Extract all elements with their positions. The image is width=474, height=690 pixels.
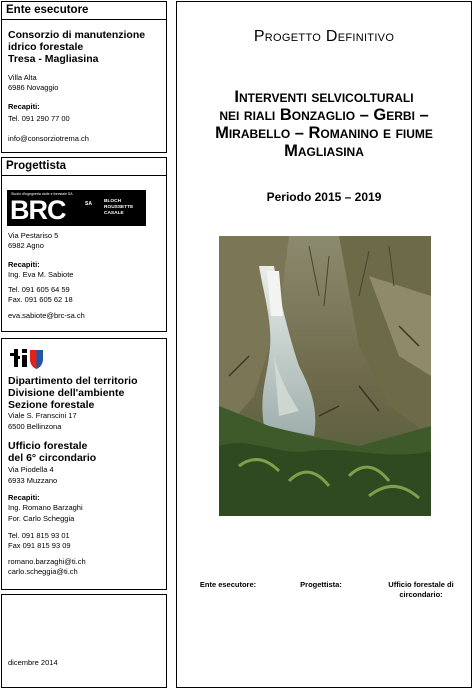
brc-logo-names: BLOCH ROUSSETTE CASALE — [104, 199, 134, 216]
ente-address-line1: Villa Alta — [8, 73, 37, 82]
ufficio-email2: carlo.scheggia@ti.ch — [8, 567, 78, 576]
main-title-line3: Mirabello – Romanino e fiume — [215, 124, 433, 142]
progettista-recapiti-label: Recapiti: — [8, 260, 40, 269]
cover-box — [176, 1, 472, 688]
progettista-contact: Ing. Eva M. Sabiote — [8, 270, 74, 279]
main-title-line2: nei riali Bonzaglio – Gerbi – — [219, 106, 429, 124]
ufficio-email1: romano.barzaghi@ti.ch — [8, 557, 86, 566]
progettista-fax: Fax. 091 605 62 18 — [8, 295, 73, 304]
ufficio-line2: del 6° circondario — [8, 452, 97, 464]
progettista-address-line1: Via Pestariso 5 — [8, 231, 59, 240]
period: Periodo 2015 – 2019 — [266, 190, 382, 204]
ufficio-address-line2: 6933 Muzzano — [8, 476, 58, 485]
ente-email: info@consorziotrema.ch — [8, 134, 89, 143]
dipartimento-box — [1, 338, 167, 590]
ufficio-line1: Ufficio forestale — [8, 440, 88, 452]
brc-logo-sa: SA — [85, 201, 92, 207]
dipartimento-line2: Divisione dell'ambiente — [8, 387, 125, 399]
progettista-address-line2: 6982 Agno — [8, 241, 44, 250]
signature-ufficio-label: Ufficio forestale di circondario: — [388, 580, 454, 599]
dipartimento-address-line2: 6500 Bellinzona — [8, 422, 62, 431]
ufficio-contact1: Ing. Romano Barzaghi — [8, 503, 83, 512]
brc-logo-letters: BRC — [10, 195, 66, 225]
ufficio-fax: Fax 091 815 93 09 — [8, 541, 71, 550]
ufficio-contact2: For. Carlo Scheggia — [8, 514, 75, 523]
document-main-title — [177, 88, 471, 160]
main-title-line1: Interventi selvicolturali — [234, 88, 414, 106]
progettista-email: eva.sabiote@brc-sa.ch — [8, 311, 85, 320]
ente-org-line3: Tresa - Magliasina — [8, 53, 99, 65]
brc-logo-tagline: Studio d'ingegneria civile e forestale SA — [11, 192, 73, 196]
dipartimento-line3: Sezione forestale — [8, 399, 95, 411]
ufficio-address-line1: Via Piodella 4 — [8, 465, 54, 474]
progettista-box — [1, 157, 167, 332]
river-photo — [219, 236, 431, 516]
signature-ente-label: Ente esecutore: — [199, 580, 257, 589]
main-title-line4: Magliasina — [284, 142, 364, 160]
progettista-title: Progettista — [2, 158, 166, 176]
ente-org-line1: Consorzio di manutenzione — [8, 29, 146, 41]
ente-recapiti-label: Recapiti: — [8, 102, 40, 111]
ente-org-line2: idrico forestale — [8, 41, 84, 53]
signature-progettista-label: Progettista: — [300, 580, 342, 589]
dipartimento-line1: Dipartimento del territorio — [8, 375, 138, 387]
ente-phone: Tel. 091 290 77 00 — [8, 114, 70, 123]
dipartimento-address-line1: Viale S. Franscini 17 — [8, 411, 77, 420]
ente-esecutore-box — [1, 1, 167, 153]
document-type-title: Progetto Definitivo — [253, 28, 395, 45]
ente-esecutore-title: Ente esecutore — [2, 2, 166, 20]
ente-address-line2: 6986 Novaggio — [8, 83, 59, 92]
document-date: dicembre 2014 — [8, 658, 58, 667]
date-box — [1, 594, 167, 688]
ufficio-phone: Tel. 091 815 93 01 — [8, 531, 70, 540]
progettista-phone: Tel. 091 605 64 59 — [8, 285, 70, 294]
ticino-logo-icon — [8, 347, 56, 371]
ufficio-recapiti-label: Recapiti: — [8, 493, 40, 502]
brc-logo — [7, 190, 146, 226]
